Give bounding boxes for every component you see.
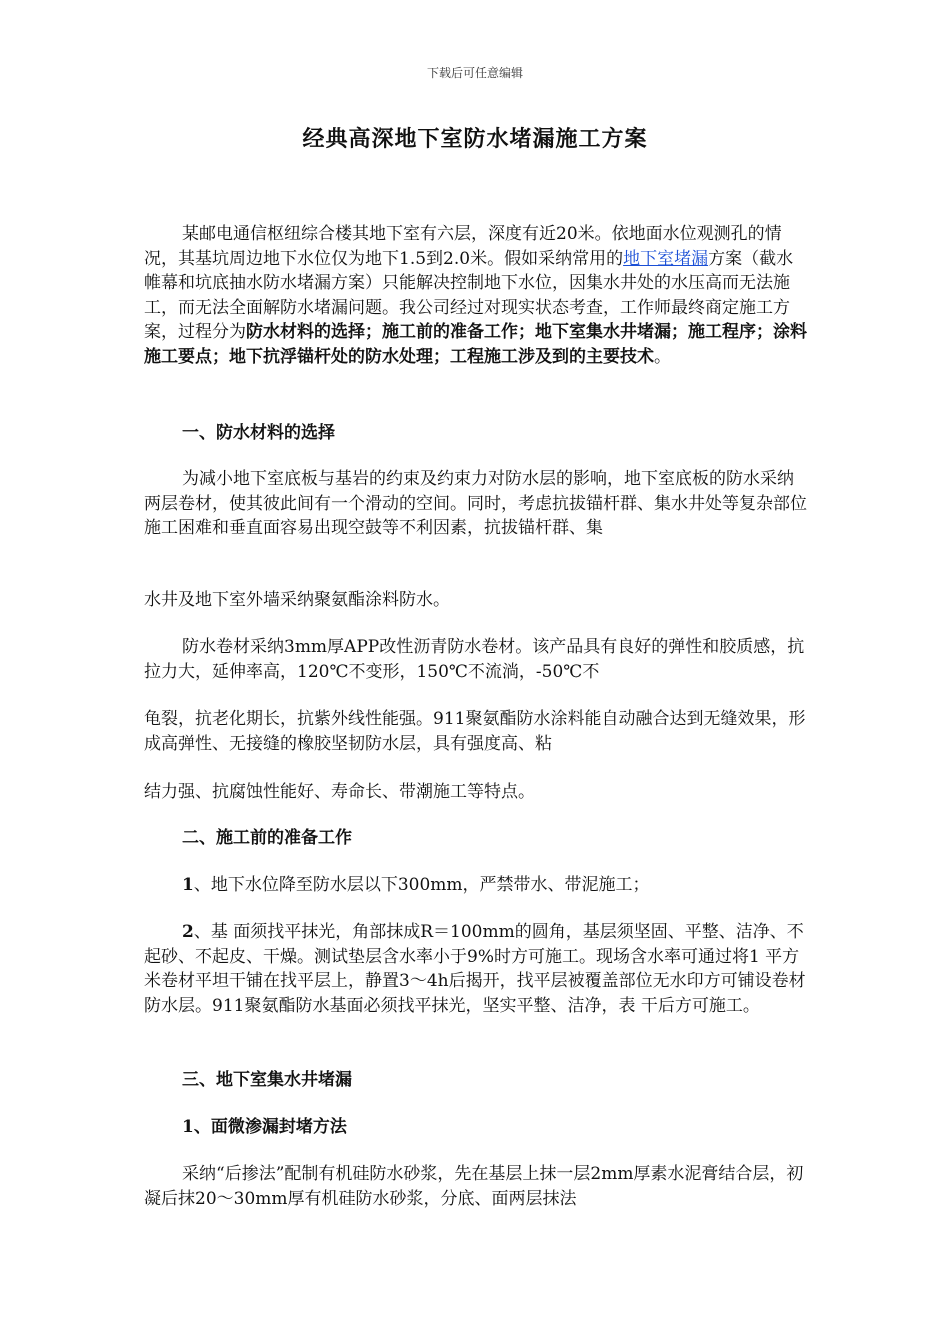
section-3-subheading-1: 1、面微渗漏封堵方法 — [182, 1117, 347, 1137]
section-3-paragraph-1: 采纳“后掺法”配制有机硅防水砂浆，先在基层上抹一层2mm厚素水泥膏结合层，初凝后抹20～30mm厚有机硅防水砂浆，分底、面两层抹法 — [144, 1164, 804, 1209]
section-1-heading: 一、防水材料的选择 — [182, 423, 335, 443]
intro-text: 某邮电通信枢纽综合楼其地下室有六层，深度有近20米。依地面水位观测孔的情况，其基坑周边地下水位仅为地下1.5到2.0米。假如采纳常用的 — [144, 224, 782, 269]
document-title: 经典高深地下室防水堵漏施工方案 — [302, 126, 648, 152]
section-2-item-1 — [144, 873, 808, 898]
intro-end: 。 — [654, 346, 671, 367]
intro-paragraph — [144, 222, 808, 370]
intro-process-list: 防水材料的选择；施工前的准备工作；地下室集水井堵漏；施工程序；涂料施工要点；地下抗浮锚杆处的防水处理；工程施工涉及到的主要技术 — [144, 322, 807, 367]
intro-text-mid: 方案（截水帷幕和坑底抽水防水堵漏方案）只能解决控制地下水位，因集水井处的水压高而无法施工，而无法全面解防水堵漏问题。我公司经过对现实状态考查，工作师最终商定施工方案，过程分为 — [144, 248, 794, 343]
page-header: 下载后可任意编辑 — [426, 66, 523, 80]
basement-leak-link[interactable]: 地下室堵漏 — [623, 248, 709, 269]
item-text: 、基 面须找平抹光，角部抹成R＝100mm的圆角，基层须坚固、平整、洁净、不起砂、不起皮、干燥。测试垫层含水率小于9%时方可施工。现场含水率可通过将1 平方米卷材平坦干铺在找平层上，静置3～4h后揭开，找平层被覆盖部位无水印方可铺设卷材防水层。911聚氨酯防水基面必须找平抹光，坚实平整、洁净，表 干后方可施工。 — [144, 922, 806, 1016]
item-number: 1 — [182, 875, 194, 895]
section-1-paragraph-2-end: 结力强、抗腐蚀性能好、寿命长、带潮施工等特点。 — [144, 782, 535, 802]
section-2-item-2 — [144, 920, 808, 1018]
item-number: 2 — [182, 922, 194, 942]
section-1-paragraph-1-cont: 水井及地下室外墙采纳聚氨酯涂料防水。 — [144, 590, 450, 610]
section-1-paragraph-1: 为减小地下室底板与基岩的约束及约束力对防水层的影响，地下室底板的防水采纳两层卷材，使其彼此间有一个滑动的空间。同时，考虑抗拔锚杆群、集水井处等复杂部位施工困难和垂直面容易出现空鼓等不利因素，抗拔锚杆群、集 — [144, 469, 807, 539]
section-2-heading: 二、施工前的准备工作 — [182, 828, 352, 848]
item-text: 、地下水位降至防水层以下300mm，严禁带水、带泥施工； — [193, 875, 650, 895]
section-1-paragraph-2: 防水卷材采纳3mm厚APP改性沥青防水卷材。该产品具有良好的弹性和胶质感，抗拉力大，延伸率高，120℃不变形，150℃不流淌，-50℃不 — [144, 637, 805, 682]
section-1-paragraph-2-cont: 龟裂，抗老化期长，抗紫外线性能强。911聚氨酯防水涂料能自动融合达到无缝效果，形成高弹性、无接缝的橡胶坚韧防水层，具有强度高、粘 — [144, 709, 806, 754]
section-3-heading: 三、地下室集水井堵漏 — [182, 1070, 352, 1090]
